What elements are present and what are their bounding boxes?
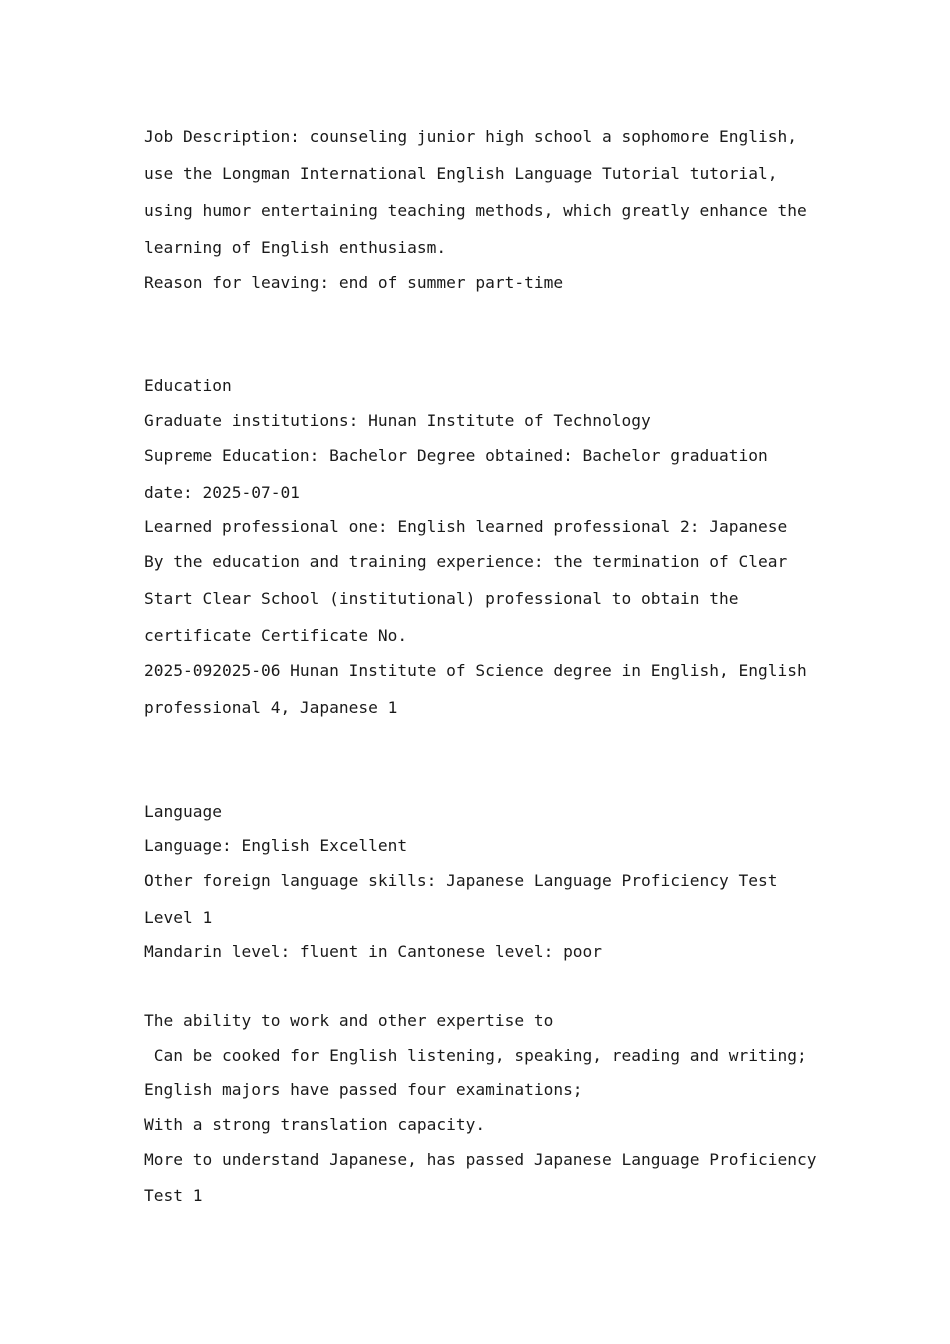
education-heading: Education bbox=[144, 376, 232, 395]
language-line: Other foreign language skills: Japanese Language Proficiency Test bbox=[144, 871, 778, 890]
language-line: Level 1 bbox=[144, 908, 213, 927]
education-line: Start Clear School (institutional) professional to obtain the bbox=[144, 589, 739, 608]
abilities-line: With a strong translation capacity. bbox=[144, 1115, 486, 1134]
abilities-heading: The ability to work and other expertise to bbox=[144, 1011, 554, 1030]
language-line: Language: English Excellent bbox=[144, 836, 408, 855]
education-line: professional 4, Japanese 1 bbox=[144, 698, 398, 717]
abilities-line: Test 1 bbox=[144, 1186, 203, 1205]
education-line: By the education and training experience: the termination of Clear bbox=[144, 552, 788, 571]
job-description-line: Job Description: counseling junior high school a sophomore English, bbox=[144, 127, 797, 146]
education-line: Graduate institutions: Hunan Institute of Technology bbox=[144, 411, 651, 430]
education-line: date: 2025-07-01 bbox=[144, 483, 300, 502]
education-line: Learned professional one: English learned professional 2: Japanese bbox=[144, 517, 788, 536]
language-heading: Language bbox=[144, 802, 222, 821]
abilities-line: Can be cooked for English listening, speaking, reading and writing; bbox=[144, 1046, 807, 1065]
language-line: Mandarin level: fluent in Cantonese level: poor bbox=[144, 942, 603, 961]
education-line: certificate Certificate No. bbox=[144, 626, 408, 645]
abilities-line: English majors have passed four examinations; bbox=[144, 1080, 583, 1099]
job-description-line: use the Longman International English Language Tutorial tutorial, bbox=[144, 164, 778, 183]
education-line: 2025-092025-06 Hunan Institute of Science degree in English, English bbox=[144, 661, 807, 680]
education-line: Supreme Education: Bachelor Degree obtained: Bachelor graduation bbox=[144, 446, 768, 465]
job-description-line: learning of English enthusiasm. bbox=[144, 238, 447, 257]
reason-for-leaving: Reason for leaving: end of summer part-time bbox=[144, 273, 564, 292]
job-description-line: using humor entertaining teaching methods, which greatly enhance the bbox=[144, 201, 807, 220]
abilities-line: More to understand Japanese, has passed Japanese Language Proficiency bbox=[144, 1150, 817, 1169]
